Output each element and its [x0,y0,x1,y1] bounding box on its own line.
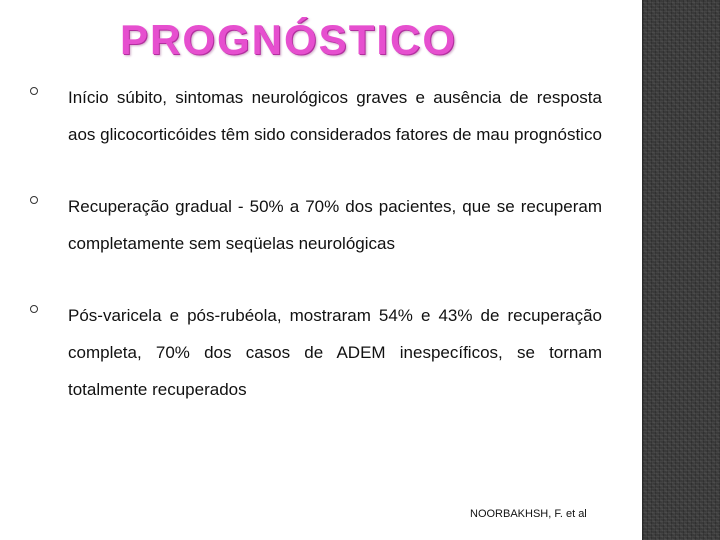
bullet-text: Pós-varicela e pós-rubéola, mostraram 54% e 43% de recuperação completa, 70% dos casos de ADEM inespecíficos, se tornam totalmente recuperados [68,306,602,399]
slide-title: PROGNÓSTICO [120,16,458,63]
bullet-text: Início súbito, sintomas neurológicos graves e ausência de resposta aos glicocorticóides têm sido considerados fatores de mau prognóstico [68,88,602,144]
bullet-list [30,88,602,456]
bullet-item [30,188,602,262]
bullet-item [30,297,602,408]
citation: NOORBAKHSH, F. et al [470,508,587,520]
bullet-item [30,79,602,153]
bullet-circle-icon [30,196,38,204]
bullet-text: Recuperação gradual - 50% a 70% dos pacientes, que se recuperam completamente sem seqüelas neurológicas [68,197,602,253]
decorative-side-panel [642,0,720,540]
bullet-circle-icon [30,87,38,95]
bullet-circle-icon [30,305,38,313]
